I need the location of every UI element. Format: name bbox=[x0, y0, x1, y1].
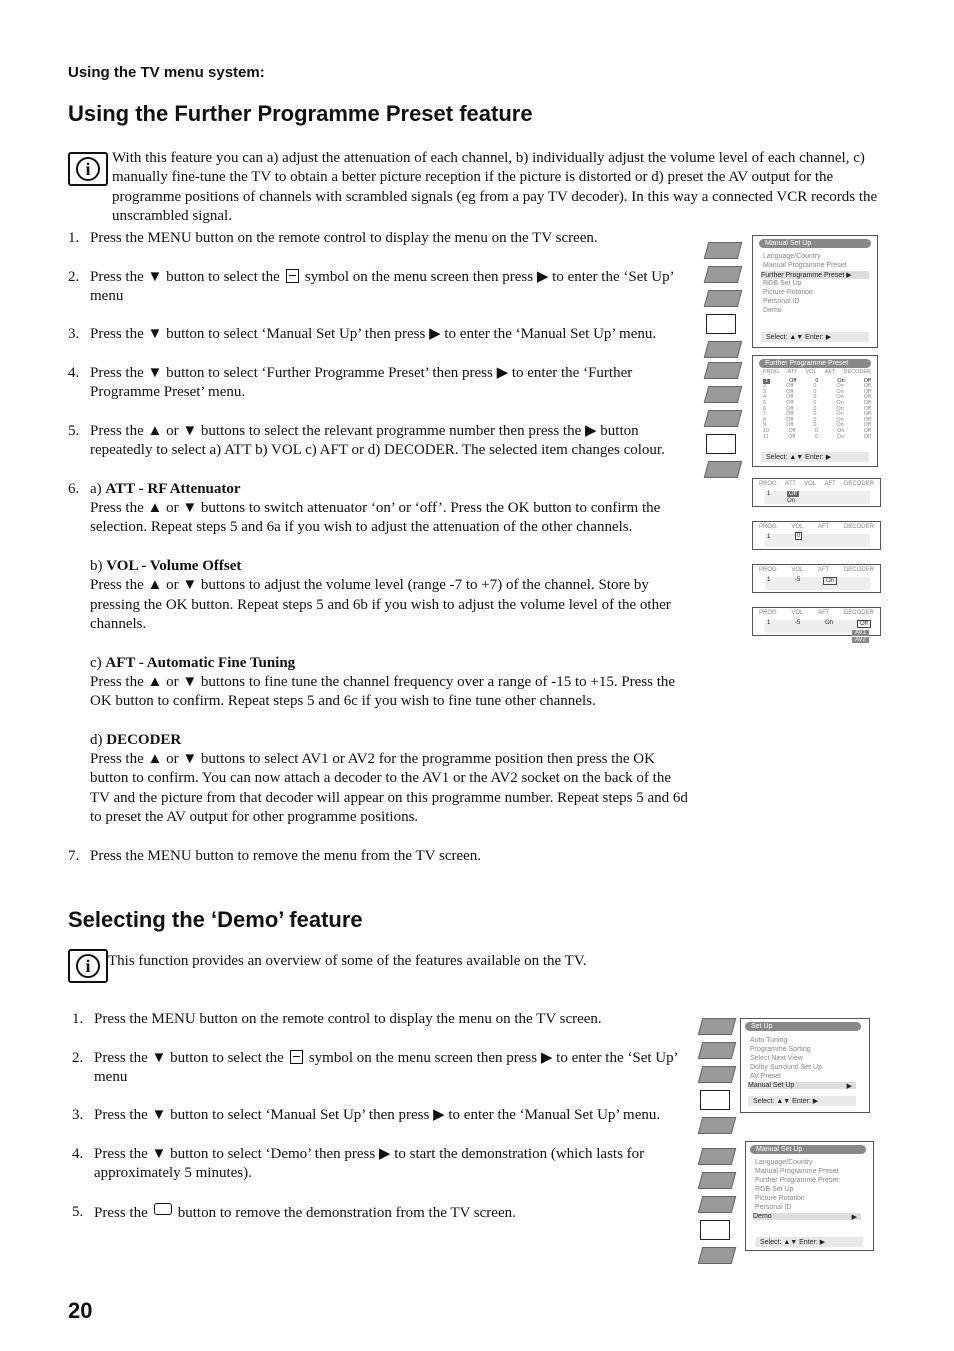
table-cell: Off bbox=[789, 377, 797, 384]
table-cell: Off bbox=[786, 416, 794, 423]
table-header: PROG ATT VOL AFT DECODER bbox=[763, 369, 871, 375]
menu-item[interactable]: Picture Rotation bbox=[763, 289, 813, 296]
setup-menu bbox=[740, 1018, 870, 1113]
table-cell: Off bbox=[786, 411, 794, 418]
menu-item[interactable]: Manual Programme Preset bbox=[755, 1168, 839, 1175]
menu-side-icons bbox=[700, 1018, 736, 1141]
list-item: 1. Press the MENU button on the remote control to display the menu on the TV screen. bbox=[72, 1011, 602, 1027]
section1-title: Using the Further Programme Preset feature bbox=[68, 101, 533, 126]
picture-icon bbox=[704, 362, 743, 379]
table-cell: Off bbox=[786, 422, 794, 429]
menu-item[interactable]: Select Next View bbox=[750, 1055, 803, 1062]
preset-icon bbox=[704, 461, 743, 478]
preset-icon bbox=[698, 1247, 737, 1264]
menu-side-icons bbox=[706, 362, 742, 485]
menu-item[interactable]: Manual Programme Preset bbox=[763, 262, 847, 269]
menu-item[interactable]: Language/Country bbox=[763, 253, 821, 260]
menu-item[interactable]: Auto Tuning bbox=[750, 1037, 788, 1044]
menu-item-selected[interactable]: Further Programme Preset ▶ bbox=[761, 271, 869, 279]
table-cell: 11 bbox=[763, 433, 769, 440]
list-item: 5. Press the button to remove the demonstration from the TV screen. bbox=[72, 1203, 516, 1221]
table-cell: Off bbox=[863, 405, 871, 412]
table-cell: 6 bbox=[763, 405, 767, 412]
list-item: 3. Press the ▼ button to select ‘Manual Set Up’ then press ▶ to enter the ‘Manual Set Up’ menu. bbox=[72, 1107, 661, 1124]
table-cell: 0 bbox=[815, 377, 819, 384]
table-row[interactable] bbox=[763, 435, 871, 441]
further-preset-menu bbox=[752, 355, 878, 467]
menu-footer: Select: ▲▼ Enter: ▶ bbox=[755, 1237, 863, 1247]
programme-table bbox=[763, 370, 871, 440]
section1-intro: With this feature you can a) adjust the attenuation of each channel, b) individually adjust the volume level of each channel, c) manually fine-tune the TV to obtain a better picture reception if the picture is distorted or d) preset the AV output for the programme positions of channels with scrambled signals (eg from a pay TV decoder). In this way a connected VCR records the unscrambled signal. bbox=[112, 150, 878, 224]
features-icon bbox=[698, 1066, 737, 1083]
info-icon: i bbox=[68, 949, 108, 983]
decoder-panel: PROG VOL AFT DECODER 1 -5 On Off AV1 AV2 bbox=[752, 607, 881, 636]
table-cell: 0 bbox=[813, 411, 817, 418]
list-item: 4. Press the ▼ button to select ‘Demo’ then press ▶ to start the demonstration (which lasts for approximately 5 minutes). bbox=[72, 1146, 645, 1182]
table-cell: On bbox=[836, 399, 844, 406]
setup-icon bbox=[700, 1220, 730, 1240]
table-cell: On bbox=[837, 427, 845, 434]
list-item: 7. Press the MENU button to remove the menu from the TV screen. bbox=[68, 847, 482, 864]
table-cell: Off bbox=[786, 394, 794, 401]
sound-icon bbox=[704, 386, 743, 403]
page-number: 20 bbox=[68, 1298, 93, 1323]
manual-setup-demo-menu bbox=[745, 1141, 874, 1251]
menu-footer: Select: ▲▼ Enter: ▶ bbox=[761, 332, 869, 342]
sound-icon bbox=[698, 1042, 737, 1059]
list-item: 2. Press the ▼ button to select the symbol on the menu screen then press ▶ to enter the ‘Set Up’ menu bbox=[72, 1049, 678, 1085]
table-cell: 0 bbox=[814, 433, 818, 440]
table-cell: 5 bbox=[763, 399, 767, 406]
tv-button-icon bbox=[154, 1203, 172, 1215]
setup-icon bbox=[706, 434, 736, 454]
section2-steps bbox=[72, 1010, 682, 1243]
menu-item[interactable]: Personal ID bbox=[755, 1204, 792, 1211]
menu-side-icons bbox=[700, 1148, 736, 1271]
table-cell: Off bbox=[863, 416, 871, 423]
table-cell: On bbox=[836, 416, 844, 423]
menu-title: Manual Set Up bbox=[759, 239, 871, 248]
table-cell: Off bbox=[788, 427, 796, 434]
picture-icon bbox=[704, 242, 743, 259]
table-cell: Off bbox=[863, 427, 871, 434]
menu-item[interactable]: Demo bbox=[763, 307, 782, 314]
list-item: 1. Press the MENU button on the remote control to display the menu on the TV screen. bbox=[68, 230, 598, 246]
vol-panel: PROG VOL AFT DECODER 1 0 bbox=[752, 521, 881, 550]
table-cell: 0 bbox=[814, 427, 818, 434]
section2-intro: This function provides an overview of some of the features available on the TV. bbox=[108, 953, 587, 969]
menu-side-icons bbox=[706, 242, 742, 365]
table-cell: 8 bbox=[763, 416, 767, 423]
table-cell: 0 bbox=[813, 399, 817, 406]
att-panel: PROG ATT VOL AFT DECODER 1 Off On bbox=[752, 478, 881, 507]
preset-icon bbox=[698, 1117, 737, 1134]
sound-icon bbox=[698, 1172, 737, 1189]
table-cell: 10 bbox=[763, 427, 770, 434]
menu-item[interactable]: Language/Country bbox=[755, 1159, 813, 1166]
sub-step-d: d) DECODER Press the ▲ or ▼ buttons to select AV1 or AV2 for the programme position then press the OK button to confirm. You can now attach a decoder to the AV1 or the AV2 socket on the back of the TV and the picture from that decoder will appear on this programme number. Repeat steps 5 and 6d to preset the AV output for other programme positions. bbox=[90, 731, 688, 825]
table-cell: 0 bbox=[813, 394, 817, 401]
table-cell: 2 bbox=[763, 383, 767, 390]
table-cell: On bbox=[836, 411, 844, 418]
setup-icon bbox=[706, 314, 736, 334]
table-cell: Off bbox=[863, 399, 871, 406]
sound-icon bbox=[704, 266, 743, 283]
table-cell: Off bbox=[786, 399, 794, 406]
table-cell: On bbox=[836, 383, 844, 390]
table-cell: Off bbox=[863, 388, 871, 395]
table-cell: Off bbox=[863, 394, 871, 401]
section2-title: Selecting the ‘Demo’ feature bbox=[68, 907, 363, 932]
setup-icon bbox=[700, 1090, 730, 1110]
table-cell: On bbox=[837, 377, 845, 384]
menu-item[interactable]: Dolby Surround Set Up bbox=[750, 1064, 822, 1071]
aft-panel: PROG VOL AFT DECODER 1 -5 On bbox=[752, 564, 881, 593]
table-cell: Off bbox=[863, 433, 871, 440]
sub-step-a: a) ATT - RF Attenuator Press the ▲ or ▼ buttons to switch attenuator ‘on’ or ‘off’. Press the OK button to confirm the selection. Repeat steps 5 and 6a if you wish to adjust the attenuation of the other channels. bbox=[90, 480, 661, 536]
list-item: 3. Press the ▼ button to select ‘Manual Set Up’ then press ▶ to enter the ‘Manual Set Up’ menu. bbox=[68, 326, 657, 343]
section1-steps bbox=[68, 229, 693, 885]
table-cell: On bbox=[836, 422, 844, 429]
table-cell: 4 bbox=[763, 394, 767, 401]
section-label: Using the TV menu system: bbox=[68, 64, 265, 81]
table-cell: Off bbox=[786, 405, 794, 412]
table-cell: 1 bbox=[765, 377, 769, 384]
menu-item[interactable]: Personal ID bbox=[763, 298, 800, 305]
menu-item-selected[interactable]: Manual Set Up ▶ bbox=[748, 1082, 856, 1089]
setup-icon bbox=[290, 1050, 303, 1064]
menu-item[interactable]: Programme Sorting bbox=[750, 1046, 811, 1053]
table-cell: 9 bbox=[763, 422, 767, 429]
table-cell: Off bbox=[863, 377, 871, 384]
list-item: 2. Press the ▼ button to select the symbol on the menu screen then press ▶ to enter the ‘Set Up’ menu bbox=[68, 268, 674, 304]
table-cell: Off bbox=[786, 383, 794, 390]
manual-setup-menu bbox=[752, 235, 878, 348]
menu-title: Further Programme Preset bbox=[759, 359, 871, 368]
table-cell: On bbox=[836, 405, 844, 412]
features-icon bbox=[698, 1196, 737, 1213]
table-cell: 0 bbox=[813, 383, 817, 390]
table-cell: Off bbox=[863, 422, 871, 429]
features-icon bbox=[704, 290, 743, 307]
sub-step-b: b) VOL - Volume Offset Press the ▲ or ▼ buttons to adjust the volume level (range -7 to +7) of the channel. Store by pressing the OK button. Repeat steps 5 and 6b if you wish to adjust the volume level of the other channels. bbox=[90, 558, 671, 632]
table-cell: Off bbox=[863, 383, 871, 390]
menu-title: Manual Set Up bbox=[750, 1145, 866, 1154]
table-cell: On bbox=[836, 388, 844, 395]
menu-item-selected[interactable]: Demo ▶ bbox=[753, 1213, 861, 1220]
picture-icon bbox=[698, 1148, 737, 1165]
menu-title: Set Up bbox=[745, 1022, 861, 1031]
list-item: 6. a) ATT - RF Attenuator Press the ▲ or ▼ buttons to switch attenuator ‘on’ or ‘off’. Press the OK button to confirm the selection. Repeat steps 5 and 6a if you wish to adjust the attenuation of the other channels. b) VOL - Volume Offset Press the ▲ or ▼ buttons to adjust the volume level (range -7 to +7) of the channel. Store by pressing the OK button. Repeat steps 5 and 6b if you wish to adjust the volume level of the other channels. c) AFT - Automatic Fine Tuning Press the ▲ or ▼ buttons to fine tune the channel frequency over a range of -15 to +15. Press the OK button to confirm. Repeat steps 5 and 6c if you wish to fine tune other channels. d) DECODER Press the ▲ or ▼ buttons to select AV1 or AV2 for the programme position then press the OK button to confirm. You can now attach a decoder to the AV1 or the AV2 socket on the back of the TV and the picture from that decoder will appear on this programme number. Repeat steps 5 and 6d to preset the AV output for other programme positions. bbox=[68, 480, 693, 827]
table-cell: Off bbox=[788, 433, 796, 440]
table-cell: On bbox=[836, 394, 844, 401]
menu-item[interactable]: RGB Set Up bbox=[755, 1186, 794, 1193]
table-cell: 3 bbox=[763, 388, 767, 395]
menu-footer: Select: ▲▼ Enter: ▶ bbox=[748, 1096, 856, 1106]
setup-icon bbox=[286, 269, 299, 283]
table-cell: Off bbox=[863, 411, 871, 418]
menu-item[interactable]: AV Preset bbox=[750, 1073, 781, 1080]
menu-item[interactable]: RGB Set Up bbox=[763, 280, 802, 287]
table-cell: 0 bbox=[813, 405, 817, 412]
list-item: 5. Press the ▲ or ▼ buttons to select the relevant programme number then press the ▶ button repeatedly to select a) ATT b) VOL c) AFT or d) DECODER. The selected item changes colour. bbox=[68, 422, 665, 459]
table-cell: 0 bbox=[813, 416, 817, 423]
list-item: 4. Press the ▼ button to select ‘Further Programme Preset’ then press ▶ to enter the ‘Further Programme Preset’ menu. bbox=[68, 365, 633, 401]
menu-item[interactable]: Further Programme Preset bbox=[755, 1177, 839, 1184]
picture-icon bbox=[698, 1018, 737, 1035]
preset-icon bbox=[704, 341, 743, 358]
info-icon: i bbox=[68, 152, 108, 186]
table-cell: 0 bbox=[813, 388, 817, 395]
menu-footer: Select: ▲▼ Enter: ▶ bbox=[761, 452, 869, 462]
table-cell: On bbox=[837, 433, 845, 440]
table-cell: Off bbox=[786, 388, 794, 395]
menu-item[interactable]: Picture Rotation bbox=[755, 1195, 805, 1202]
table-cell: 0 bbox=[813, 422, 817, 429]
sub-step-c: c) AFT - Automatic Fine Tuning Press the ▲ or ▼ buttons to fine tune the channel frequency over a range of -15 to +15. Press the OK button to confirm. Repeat steps 5 and 6c if you wish to fine tune other channels. bbox=[90, 654, 676, 710]
table-cell: 7 bbox=[763, 411, 767, 418]
features-icon bbox=[704, 410, 743, 427]
